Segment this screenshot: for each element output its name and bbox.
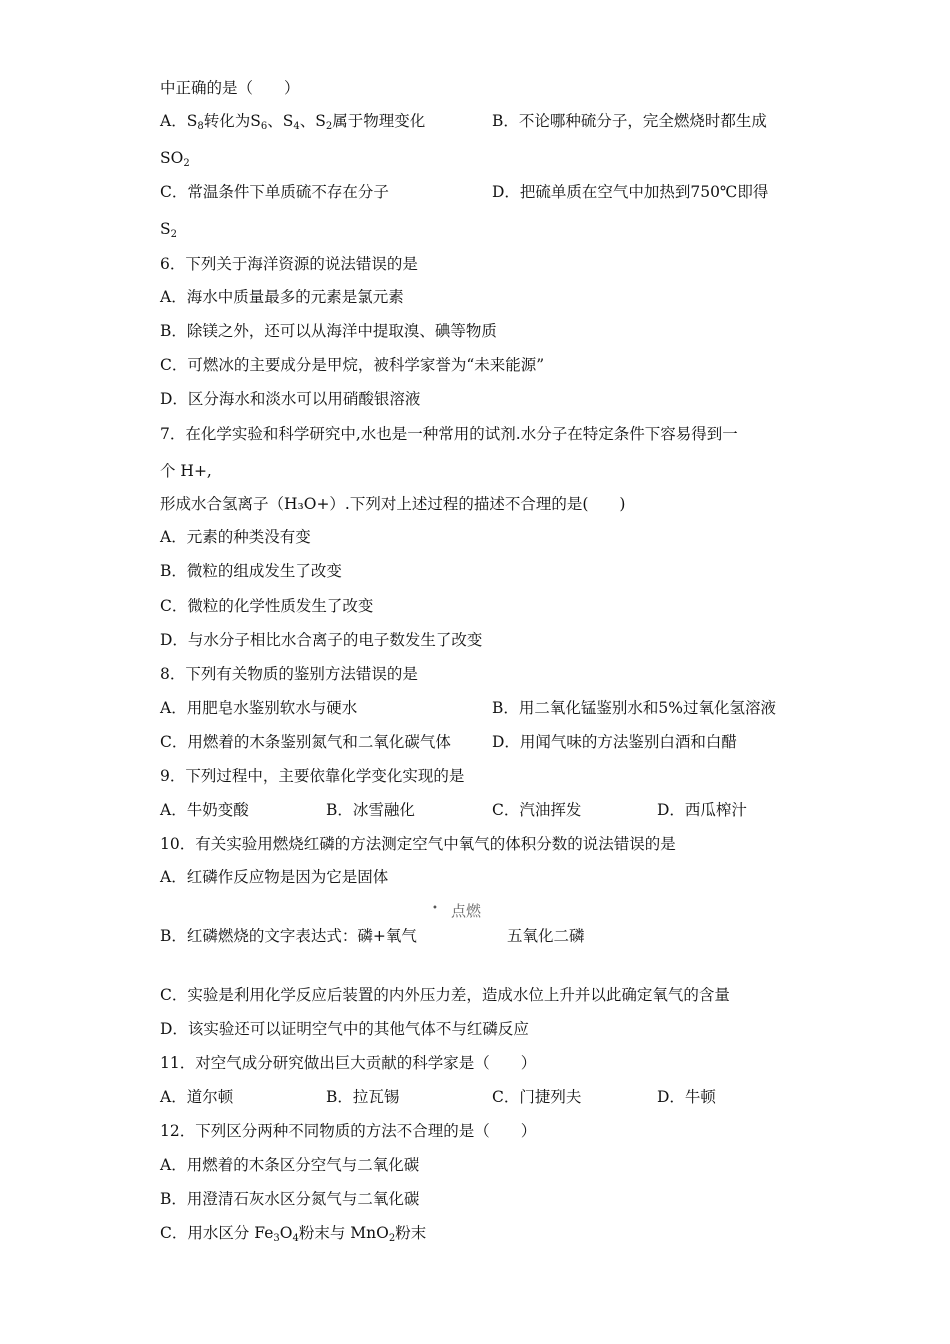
q7-option-b: B．微粒的组成发生了改变 bbox=[160, 562, 342, 580]
q8-option-d: D．用闻气味的方法鉴别白酒和白醋 bbox=[492, 733, 737, 751]
q6-option-b: B．除镁之外，还可以从海洋中提取溴、碘等物质 bbox=[160, 322, 497, 340]
q5-stem-tail: 中正确的是（ ） bbox=[160, 79, 300, 97]
q6-option-c: C．可燃冰的主要成分是甲烷，被科学家誉为“未来能源” bbox=[160, 356, 545, 374]
q10-stem: 10．有关实验用燃烧红磷的方法测定空气中氧气的体积分数的说法错误的是 bbox=[160, 835, 676, 853]
q10-option-c: C．实验是利用化学反应后装置的内外压力差，造成水位上升并以此确定氧气的含量 bbox=[160, 986, 730, 1004]
q10-option-a: A．红磷作反应物是因为它是固体 bbox=[160, 868, 389, 886]
q8-option-b: B．用二氧化锰鉴别水和5%过氧化氢溶液 bbox=[492, 699, 776, 717]
q11-option-d: D．牛顿 bbox=[657, 1088, 716, 1106]
q12-option-a: A．用燃着的木条区分空气与二氧化碳 bbox=[160, 1156, 420, 1174]
q7-stem-line3: 形成水合氢离子（H₃O+）.下列对上述过程的描述不合理的是( ) bbox=[160, 495, 626, 513]
q12-stem: 12．下列区分两种不同物质的方法不合理的是（ ） bbox=[160, 1122, 537, 1140]
q8-option-c: C．用燃着的木条鉴别氮气和二氧化碳气体 bbox=[160, 733, 451, 751]
q11-option-c: C．门捷列夫 bbox=[492, 1088, 582, 1106]
q9-option-a: A．牛奶变酸 bbox=[160, 801, 249, 819]
q5-option-b: B．不论哪种硫分子，完全燃烧时都生成 bbox=[492, 112, 767, 130]
reaction-dot-mark: • bbox=[432, 903, 438, 914]
q10-option-b: B．红磷燃烧的文字表达式：磷+氧气 bbox=[160, 927, 417, 945]
q8-stem: 8．下列有关物质的鉴别方法错误的是 bbox=[160, 665, 418, 683]
q11-option-b: B．拉瓦锡 bbox=[326, 1088, 400, 1106]
q8-option-a: A．用肥皂水鉴别软水与硬水 bbox=[160, 699, 358, 717]
q5-option-d-cont: $S_2$ bbox=[160, 220, 177, 240]
reaction-condition: 点燃 bbox=[451, 902, 482, 920]
q7-stem-line1: 7．在化学实验和科学研究中,水也是一种常用的试剂.水分子在特定条件下容易得到一 bbox=[160, 425, 738, 443]
q7-stem-line2: 个 H+, bbox=[160, 462, 212, 480]
q12-option-b: B．用澄清石灰水区分氮气与二氧化碳 bbox=[160, 1190, 420, 1208]
q7-option-d: D．与水分子相比水合离子的电子数发生了改变 bbox=[160, 631, 483, 649]
q12-option-c: C．用水区分 $Fe_3O_4$粉末与 MnO$_2$粉末 bbox=[160, 1224, 427, 1244]
q5-option-c: C．常温条件下单质硫不存在分子 bbox=[160, 183, 389, 201]
q7-option-a: A．元素的种类没有变 bbox=[160, 528, 311, 546]
q10-option-d: D．该实验还可以证明空气中的其他气体不与红磷反应 bbox=[160, 1020, 529, 1038]
q6-option-a: A．海水中质量最多的元素是氯元素 bbox=[160, 288, 404, 306]
q10-option-b-product: 五氧化二磷 bbox=[507, 927, 585, 945]
q11-option-a: A．道尔顿 bbox=[160, 1088, 234, 1106]
q5-option-a: A．$S_8$转化为$S_6$、$S_4$、$S_2$属于物理变化 bbox=[160, 112, 426, 132]
q9-option-c: C．汽油挥发 bbox=[492, 801, 582, 819]
q5-option-b-cont: $SO_2$ bbox=[160, 149, 190, 169]
q9-option-b: B．冰雪融化 bbox=[326, 801, 415, 819]
q5-option-d: D．把硫单质在空气中加热到750℃即得 bbox=[492, 183, 769, 201]
q11-stem: 11．对空气成分研究做出巨大贡献的科学家是（ ） bbox=[160, 1054, 537, 1072]
q6-stem: 6．下列关于海洋资源的说法错误的是 bbox=[160, 255, 418, 273]
q9-option-d: D．西瓜榨汁 bbox=[657, 801, 747, 819]
q9-stem: 9．下列过程中，主要依靠化学变化实现的是 bbox=[160, 767, 465, 785]
q7-option-c: C．微粒的化学性质发生了改变 bbox=[160, 597, 374, 615]
q6-option-d: D．区分海水和淡水可以用硝酸银溶液 bbox=[160, 390, 421, 408]
